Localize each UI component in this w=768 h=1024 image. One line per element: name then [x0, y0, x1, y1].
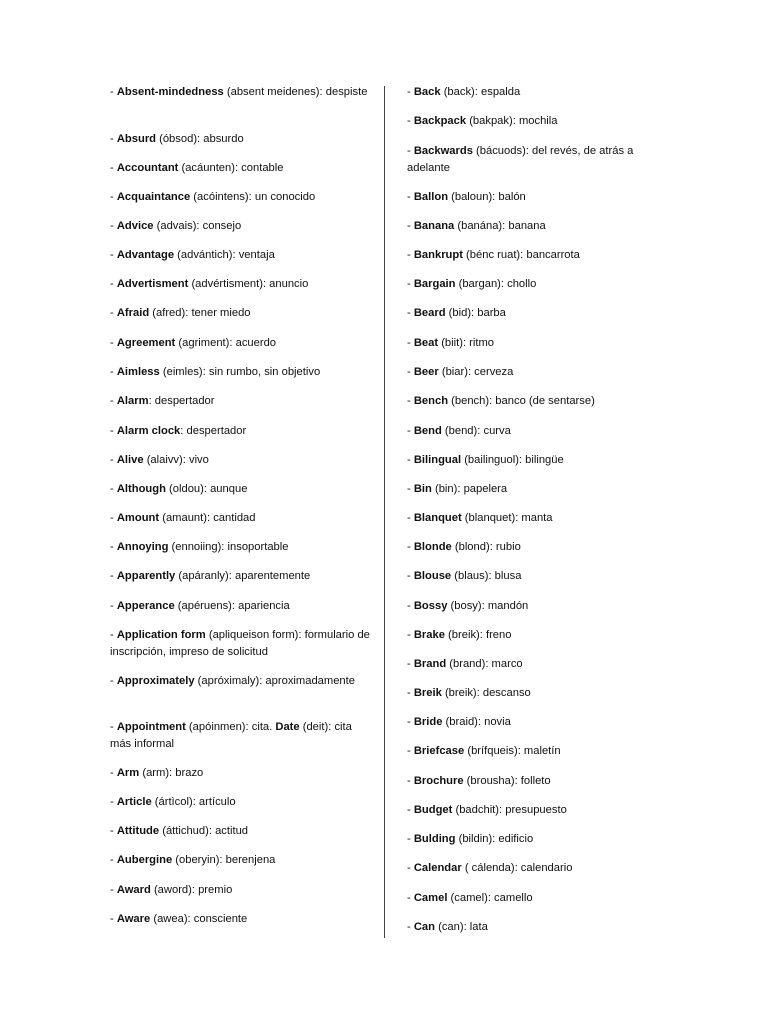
- entry-definition: (advértisment): anuncio: [188, 278, 309, 290]
- vocabulary-entry: [110, 673, 372, 690]
- entry-definition: (blanquet): manta: [461, 512, 553, 524]
- entry-prefix: -: [110, 512, 117, 524]
- entry-prefix: -: [407, 570, 414, 582]
- entry-prefix: -: [407, 191, 414, 203]
- entry-prefix: -: [407, 337, 414, 349]
- entry-definition: (oberyin): berenjena: [172, 854, 276, 866]
- vocabulary-entry: [110, 794, 372, 811]
- entry-term: Backpack: [413, 115, 467, 127]
- vocabulary-entry: [407, 113, 669, 130]
- vocabulary-entry: [110, 452, 372, 469]
- entry-prefix: -: [407, 512, 414, 524]
- entry-prefix: -: [110, 191, 117, 203]
- entry-definition: (agriment): acuerdo: [175, 337, 277, 349]
- entry-prefix: -: [407, 278, 414, 290]
- vocabulary-entry: [110, 568, 372, 585]
- entry-definition: (banána): banana: [454, 220, 546, 232]
- column-divider: [384, 86, 385, 938]
- entry-prefix: -: [407, 600, 414, 612]
- entry-term: Bilingual: [413, 454, 462, 466]
- entry-definition: (acóintens): un conocido: [190, 191, 316, 203]
- entry-definition: (camel): camello: [447, 892, 533, 904]
- vocabulary-entry: [407, 393, 669, 410]
- entry-term: Camel: [413, 892, 448, 904]
- vocabulary-entry: [407, 510, 669, 527]
- entry-definition: (acáunten): contable: [178, 162, 284, 174]
- entry-definition: (blond): rubio: [451, 541, 521, 553]
- entry-definition: (bid): barba: [445, 307, 506, 319]
- entry-prefix: -: [407, 483, 414, 495]
- entry-term: Aimless: [116, 366, 160, 378]
- entry-prefix: -: [407, 658, 414, 670]
- vocabulary-entry: [407, 860, 669, 877]
- vocabulary-entry: [110, 305, 372, 322]
- vocabulary-entry: [110, 131, 372, 148]
- entry-prefix: -: [407, 220, 414, 232]
- entry-term: Agreement: [116, 337, 176, 349]
- vocabulary-entry: [110, 598, 372, 615]
- vocabulary-entry: [407, 84, 669, 101]
- entry-term: Bench: [413, 395, 449, 407]
- entry-prefix: -: [110, 600, 117, 612]
- entry-prefix: -: [110, 220, 117, 232]
- vocabulary-entry: [407, 423, 669, 440]
- vocabulary-entry: [110, 765, 372, 782]
- entry-definition: (apáranly): aparentemente: [175, 570, 311, 582]
- vocabulary-entry: [407, 831, 669, 848]
- entry-prefix: -: [110, 133, 117, 145]
- entry-prefix: -: [407, 454, 414, 466]
- entry-prefix: -: [110, 395, 117, 407]
- vocabulary-entry: [407, 452, 669, 469]
- vocabulary-entry: [110, 911, 372, 928]
- vocabulary-entry: [407, 481, 669, 498]
- vocabulary-entry: [110, 852, 372, 869]
- entry-term: Calendar: [413, 862, 462, 874]
- entry-term: Budget: [413, 804, 453, 816]
- entry-definition: (bailinguol): bilingüe: [461, 454, 564, 466]
- vocabulary-entry: [407, 598, 669, 615]
- vocabulary-entry: [110, 481, 372, 498]
- entry-definition: : despertador: [180, 425, 247, 437]
- entry-definition: (blaus): blusa: [451, 570, 522, 582]
- vocabulary-entry: [407, 364, 669, 381]
- entry-definition: (óbsod): absurdo: [156, 133, 244, 145]
- vocabulary-entry: [110, 539, 372, 556]
- vocabulary-entry: [407, 685, 669, 702]
- entry-prefix: -: [110, 86, 117, 98]
- entry-term: Aware: [116, 913, 151, 925]
- entry-definition: (afred): tener miedo: [149, 307, 251, 319]
- entry-prefix: -: [110, 483, 117, 495]
- vocabulary-entry: [110, 393, 372, 410]
- entry-definition: (biit): ritmo: [438, 337, 495, 349]
- entry-term: Brochure: [413, 775, 464, 787]
- entry-definition: (apéruens): apariencia: [174, 600, 290, 612]
- entry-definition: (biar): cerveza: [438, 366, 514, 378]
- entry-definition: (breik): descanso: [441, 687, 531, 699]
- entry-definition: (áttichud): actitud: [159, 825, 249, 837]
- entry-definition: (oldou): aunque: [165, 483, 248, 495]
- vocabulary-entry: [407, 890, 669, 907]
- entry-definition: (aword): premio: [150, 884, 233, 896]
- entry-term: Beat: [413, 337, 439, 349]
- vocabulary-entry: [407, 743, 669, 760]
- entry-prefix: -: [407, 833, 414, 845]
- entry-prefix: -: [407, 775, 414, 787]
- entry-definition: (amaunt): cantidad: [159, 512, 256, 524]
- entry-prefix: -: [407, 115, 414, 127]
- entry-prefix: -: [110, 307, 117, 319]
- vocabulary-entry: [407, 276, 669, 293]
- vocabulary-entry: [110, 364, 372, 381]
- vocabulary-entry: [110, 160, 372, 177]
- entry-term: Advertisment: [116, 278, 189, 290]
- entry-term: Breik: [413, 687, 442, 699]
- entry-prefix: -: [407, 629, 414, 641]
- entry-definition-secondary: (deit): cita más informal: [110, 721, 352, 750]
- entry-term: Amount: [116, 512, 160, 524]
- entry-prefix: -: [407, 716, 414, 728]
- entry-term: Bossy: [413, 600, 448, 612]
- entry-term: Ballon: [413, 191, 449, 203]
- entry-term: Accountant: [116, 162, 179, 174]
- entry-definition: (bácuods): del revés, de atrás a adelante: [407, 145, 634, 174]
- entry-term: Alive: [116, 454, 144, 466]
- entry-prefix: -: [110, 249, 117, 261]
- vocabulary-entry: [110, 823, 372, 840]
- vocabulary-entry: [110, 276, 372, 293]
- entry-prefix: -: [407, 425, 414, 437]
- entry-prefix: -: [110, 570, 117, 582]
- entry-prefix: -: [407, 86, 414, 98]
- entry-term: Back: [413, 86, 441, 98]
- entry-term: Appointment: [116, 721, 186, 733]
- entry-term: Bride: [413, 716, 443, 728]
- entry-definition: (brífqueis): maletín: [464, 745, 561, 757]
- entry-prefix: -: [110, 541, 117, 553]
- entry-definition: (ennoiing): insoportable: [168, 541, 289, 553]
- entry-definition: (braid): novia: [442, 716, 511, 728]
- entry-prefix: -: [110, 454, 117, 466]
- vocabulary-entry: [407, 627, 669, 644]
- entry-prefix: -: [407, 921, 414, 933]
- entry-prefix: -: [407, 366, 414, 378]
- entry-definition: (alaivv): vivo: [143, 454, 209, 466]
- entry-term: Banana: [413, 220, 455, 232]
- vocabulary-entry: [407, 305, 669, 322]
- entry-term: Although: [116, 483, 166, 495]
- entry-definition: (bildin): edificio: [455, 833, 534, 845]
- vocabulary-entry: [407, 773, 669, 790]
- entry-definition: (apróximaly): aproximadamente: [194, 675, 355, 687]
- entry-prefix: -: [110, 721, 117, 733]
- entry-term: Brake: [413, 629, 445, 641]
- entry-prefix: -: [407, 145, 414, 157]
- entry-term: Attitude: [116, 825, 160, 837]
- vocabulary-entry: [407, 656, 669, 673]
- entry-prefix: -: [407, 249, 414, 261]
- vocabulary-entry: [407, 714, 669, 731]
- entry-definition: (arm): brazo: [139, 767, 204, 779]
- entry-term: Absent-mindedness: [116, 86, 224, 98]
- entry-definition: (brand): marco: [446, 658, 523, 670]
- entry-definition: (baloun): balón: [448, 191, 526, 203]
- entry-term: Alarm clock: [116, 425, 181, 437]
- entry-term: Blonde: [413, 541, 452, 553]
- entry-definition: (bin): papelera: [431, 483, 508, 495]
- entry-term: Bin: [413, 483, 432, 495]
- vocabulary-entry: [407, 335, 669, 352]
- entry-prefix: -: [110, 825, 117, 837]
- entry-prefix: -: [110, 366, 117, 378]
- entry-definition: (ártìcol): artículo: [151, 796, 236, 808]
- entry-prefix: -: [407, 541, 414, 553]
- vocabulary-entry: [110, 719, 372, 753]
- entry-term: Acquaintance: [116, 191, 191, 203]
- entry-prefix: -: [110, 884, 117, 896]
- entry-definition: (back): espalda: [440, 86, 521, 98]
- entry-term: Advantage: [116, 249, 175, 261]
- vocabulary-entry: [110, 627, 372, 661]
- entry-definition: (eimles): sin rumbo, sin objetivo: [159, 366, 321, 378]
- entry-term: Bankrupt: [413, 249, 463, 261]
- entry-prefix: -: [407, 307, 414, 319]
- vocabulary-entry: [407, 802, 669, 819]
- entry-term: Bend: [413, 425, 442, 437]
- entry-definition: (awea): consciente: [150, 913, 248, 925]
- entry-prefix: -: [407, 745, 414, 757]
- vocabulary-entry: [407, 218, 669, 235]
- entry-prefix: -: [110, 854, 117, 866]
- entry-term: Blanquet: [413, 512, 462, 524]
- entry-term: Article: [116, 796, 152, 808]
- entry-prefix: -: [110, 162, 117, 174]
- vocabulary-entry: [110, 423, 372, 440]
- entry-term: Aubergine: [116, 854, 173, 866]
- entry-prefix: -: [110, 913, 117, 925]
- entry-definition: (badchit): presupuesto: [452, 804, 567, 816]
- entry-term: Bulding: [413, 833, 456, 845]
- entry-definition: (apliqueison form): formulario de inscripción, impreso de solicitud: [110, 629, 370, 658]
- entry-term: Absurd: [116, 133, 156, 145]
- entry-prefix: -: [110, 675, 117, 687]
- vocabulary-entry: [407, 539, 669, 556]
- entry-prefix: -: [407, 687, 414, 699]
- vocabulary-entry: [110, 510, 372, 527]
- vocabulary-entry: [407, 247, 669, 264]
- entry-term: Beard: [413, 307, 446, 319]
- vocabulary-entry: [110, 189, 372, 206]
- entry-definition: (breik): freno: [444, 629, 512, 641]
- entry-term: Award: [116, 884, 151, 896]
- entry-definition: : despertador: [148, 395, 215, 407]
- entry-definition: (bosy): mandón: [447, 600, 529, 612]
- entry-prefix: -: [110, 796, 117, 808]
- vocabulary-entry: [407, 568, 669, 585]
- entry-definition: (advais): consejo: [153, 220, 242, 232]
- entry-term: Arm: [116, 767, 140, 779]
- entry-prefix: -: [110, 767, 117, 779]
- entry-term: Briefcase: [413, 745, 465, 757]
- entry-term: Backwards: [413, 145, 473, 157]
- entry-prefix: -: [407, 862, 414, 874]
- vocabulary-entry: [110, 218, 372, 235]
- vocabulary-entry: [407, 189, 669, 206]
- entry-term: Approximately: [116, 675, 195, 687]
- vocabulary-entry: [110, 247, 372, 264]
- entry-prefix: -: [110, 629, 117, 641]
- entry-definition: (advántich): ventaja: [174, 249, 275, 261]
- entry-term: Beer: [413, 366, 439, 378]
- vocabulary-entry: [110, 882, 372, 899]
- entry-definition: (bench): banco (de sentarse): [448, 395, 595, 407]
- vocabulary-entry: [407, 919, 669, 936]
- entry-term: Alarm: [116, 395, 149, 407]
- entry-prefix: -: [110, 425, 117, 437]
- entry-term: Advice: [116, 220, 154, 232]
- entry-definition: (can): lata: [434, 921, 488, 933]
- entry-term: Bargain: [413, 278, 456, 290]
- vocabulary-entry: [110, 84, 372, 101]
- vocabulary-entry: [110, 335, 372, 352]
- entry-prefix: -: [110, 337, 117, 349]
- entry-term: Apparently: [116, 570, 176, 582]
- entry-definition: ( cálenda): calendario: [461, 862, 573, 874]
- entry-prefix: -: [110, 278, 117, 290]
- entry-term: Annoying: [116, 541, 169, 553]
- entry-definition: (bend): curva: [441, 425, 511, 437]
- entry-term: Brand: [413, 658, 447, 670]
- entry-definition: (absent meidenes): despiste: [223, 86, 368, 98]
- entry-term-secondary: Date: [275, 721, 300, 733]
- entry-definition: (apóinmen): cita.: [185, 721, 276, 733]
- vocabulary-entry: [407, 143, 669, 177]
- entry-prefix: -: [407, 395, 414, 407]
- entry-definition: (bakpak): mochila: [466, 115, 558, 127]
- entry-term: Can: [413, 921, 435, 933]
- entry-definition: (bénc ruat): bancarrota: [462, 249, 580, 261]
- entry-term: Application form: [116, 629, 206, 641]
- entry-definition: (bargan): chollo: [455, 278, 537, 290]
- entry-term: Afraid: [116, 307, 150, 319]
- entry-term: Blouse: [413, 570, 452, 582]
- entry-prefix: -: [407, 892, 414, 904]
- entry-definition: (brousha): folleto: [463, 775, 551, 787]
- entry-prefix: -: [407, 804, 414, 816]
- entry-term: Apperance: [116, 600, 175, 612]
